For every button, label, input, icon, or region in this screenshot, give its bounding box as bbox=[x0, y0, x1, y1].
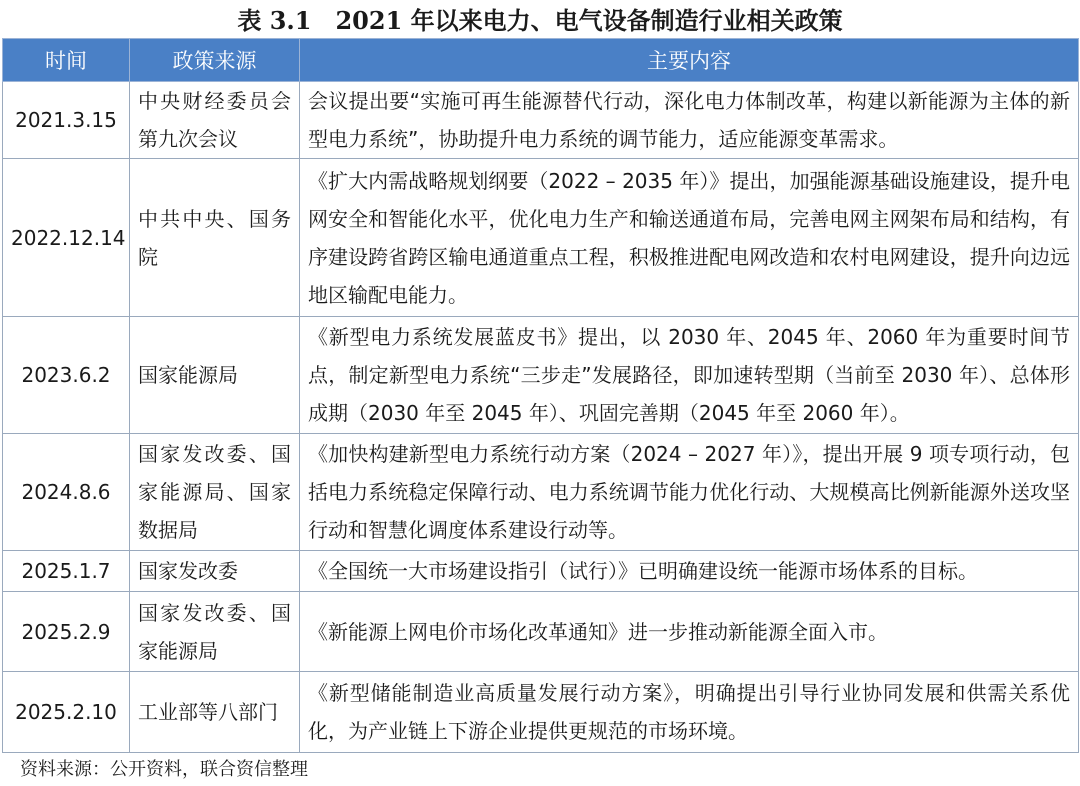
table-row bbox=[3, 317, 1079, 434]
row-content: 《新型储能制造业高质量发展行动方案》，明确提出引导行业协同发展和供需关系优化，为产业链上下游企业提供更规范的市场环境。 bbox=[300, 672, 1079, 753]
row-content: 《新型电力系统发展蓝皮书》提出，以 2030 年、2045 年、2060 年为重要时间节点，制定新型电力系统“三步走”发展路径，即加速转型期（当前至 2030 年）、总体形成期（2030 年至 2045 年）、巩固完善期（2045 年至 2060 年）。 bbox=[300, 317, 1079, 434]
row-content: 会议提出要“实施可再生能源替代行动，深化电力体制改革，构建以新能源为主体的新型电力系统”，协助提升电力系统的调节能力，适应能源变革需求。 bbox=[300, 82, 1079, 159]
policy-table bbox=[2, 38, 1079, 753]
row-date: 2025.1.7 bbox=[3, 551, 130, 592]
row-date: 2025.2.10 bbox=[3, 672, 130, 753]
table-row bbox=[3, 551, 1079, 592]
header-source: 政策来源 bbox=[130, 39, 300, 82]
row-date: 2024.8.6 bbox=[3, 434, 130, 551]
table-row bbox=[3, 159, 1079, 317]
row-source: 中共中央、国务院 bbox=[130, 159, 300, 317]
row-source: 工业部等八部门 bbox=[130, 672, 300, 753]
row-content: 《新能源上网电价市场化改革通知》进一步推动新能源全面入市。 bbox=[300, 592, 1079, 672]
table-title: 表 3.1 2021 年以来电力、电气设备制造行业相关政策 bbox=[237, 6, 843, 35]
row-source: 国家发改委 bbox=[130, 551, 300, 592]
table-row bbox=[3, 82, 1079, 159]
row-content: 《全国统一大市场建设指引（试行）》已明确建设统一能源市场体系的目标。 bbox=[300, 551, 1079, 592]
row-date: 2021.3.15 bbox=[3, 82, 130, 159]
row-source: 国家能源局 bbox=[130, 317, 300, 434]
source-note: 资料来源：公开资料，联合资信整理 bbox=[20, 759, 308, 780]
table-header-row bbox=[3, 39, 1079, 82]
table-row bbox=[3, 434, 1079, 551]
header-date: 时间 bbox=[3, 39, 130, 82]
row-source: 国家发改委、国家能源局、国家数据局 bbox=[130, 434, 300, 551]
table-row bbox=[3, 592, 1079, 672]
row-source: 中央财经委员会第九次会议 bbox=[130, 82, 300, 159]
table-row bbox=[3, 672, 1079, 753]
row-date: 2025.2.9 bbox=[3, 592, 130, 672]
row-content: 《扩大内需战略规划纲要（2022 – 2035 年）》提出，加强能源基础设施建设，提升电网安全和智能化水平，优化电力生产和输送通道布局，完善电网主网架布局和结构，有序建设跨省跨区输电通道重点工程，积极推进配电网改造和农村电网建设，提升向边远地区输配电能力。 bbox=[300, 159, 1079, 317]
row-content: 《加快构建新型电力系统行动方案（2024 – 2027 年）》，提出开展 9 项专项行动，包括电力系统稳定保障行动、电力系统调节能力优化行动、大规模高比例新能源外送攻坚行动和智慧化调度体系建设行动等。 bbox=[300, 434, 1079, 551]
row-date: 2023.6.2 bbox=[3, 317, 130, 434]
row-source: 国家发改委、国家能源局 bbox=[130, 592, 300, 672]
header-content: 主要内容 bbox=[300, 39, 1079, 82]
row-date: 2022.12.14 bbox=[3, 159, 130, 317]
